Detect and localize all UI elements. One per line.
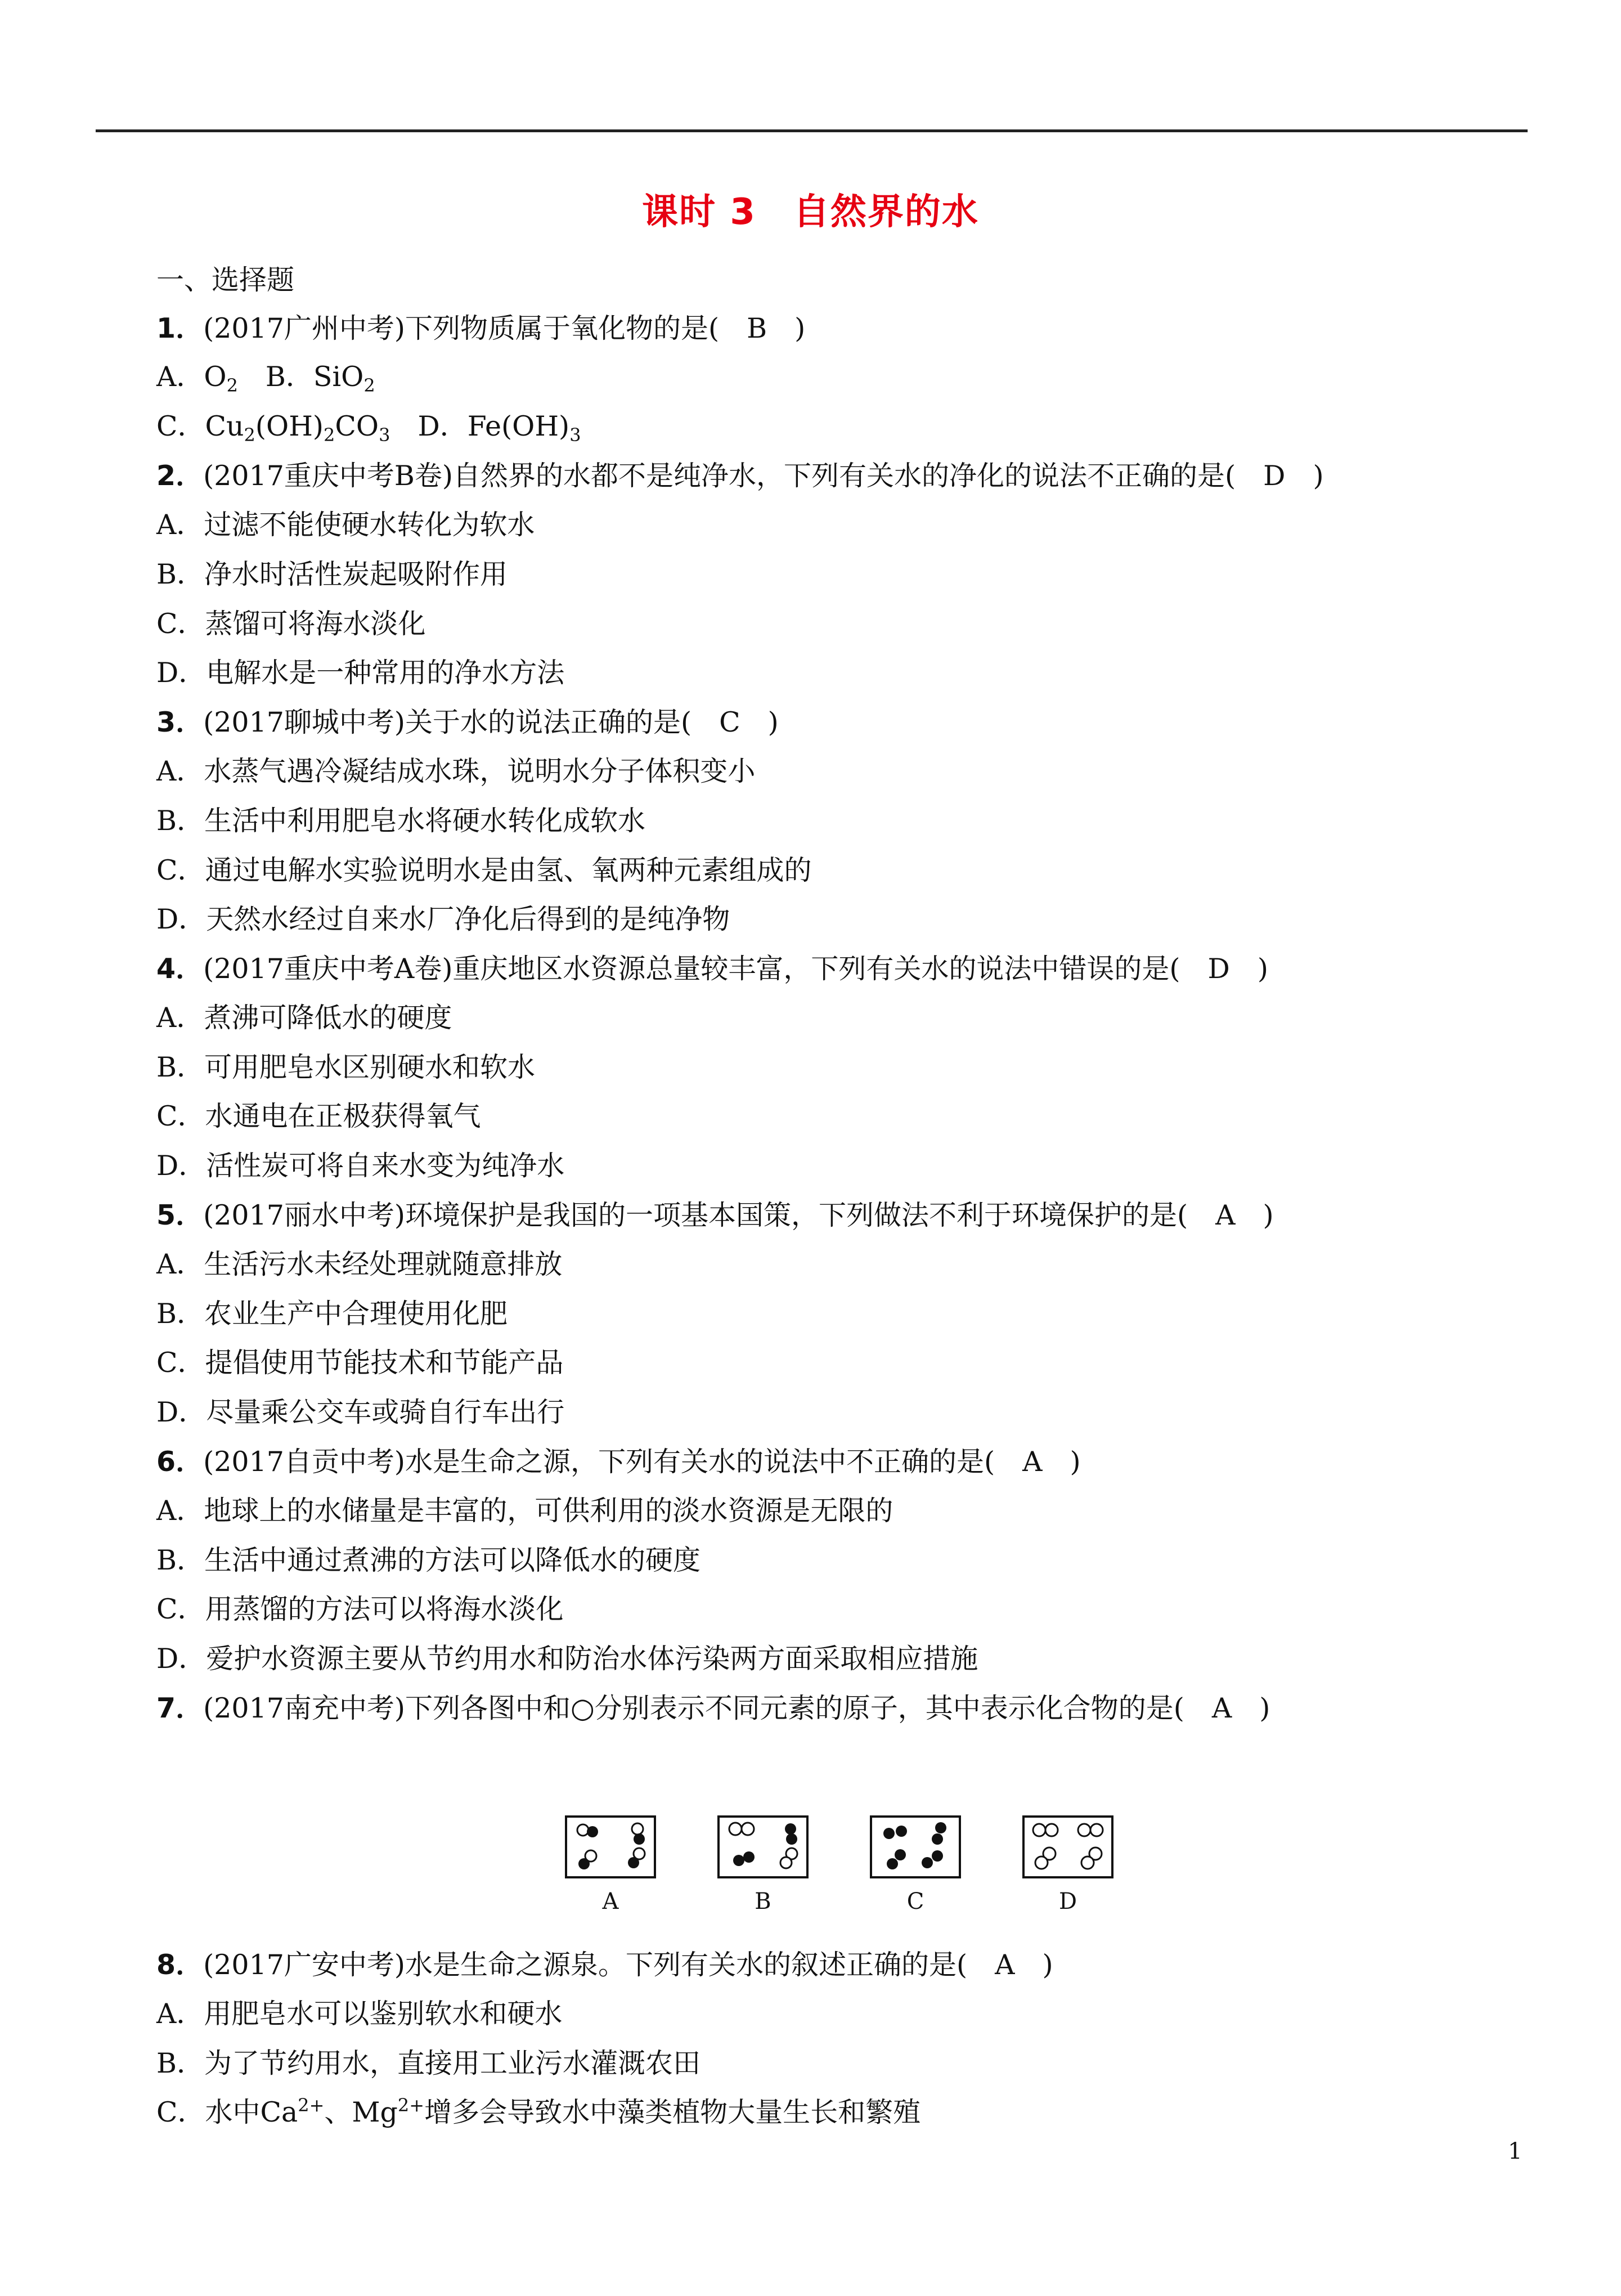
question-4 xyxy=(156,952,1268,986)
option: A．用肥皂水可以鉴别软水和硬水 xyxy=(156,1998,563,2030)
question-number: 6． xyxy=(156,1446,204,1478)
formula-part: (OH) xyxy=(255,410,324,442)
atoms-graphic xyxy=(1025,1818,1111,1876)
subscript: 2 xyxy=(244,424,255,446)
q8-option-c xyxy=(156,2096,920,2129)
diagram-box xyxy=(870,1815,961,1878)
question-7 xyxy=(156,1692,1270,1725)
question-3 xyxy=(156,706,779,739)
question-stem: (2017聊城中考)关于水的说法正确的是( C ) xyxy=(203,706,779,738)
option: B．为了节约用水，直接用工业污水灌溉农田 xyxy=(156,2047,701,2079)
question-stem: (2017自贡中考)水是生命之源，下列有关水的说法中不正确的是( A ) xyxy=(203,1446,1081,1478)
question-number: 1． xyxy=(156,312,204,344)
question-stem: (2017南充中考)下列各图中和○分别表示不同元素的原子，其中表示化合物的是( A ) xyxy=(203,1692,1270,1724)
question-stem: (2017重庆中考B卷)自然界的水都不是纯净水，下列有关水的净化的说法不正确的是( D ) xyxy=(203,460,1324,492)
question-number: 8． xyxy=(156,1949,204,1981)
question-6 xyxy=(156,1445,1081,1479)
atoms-graphic xyxy=(720,1818,806,1876)
question-stem: (2017丽水中考)环境保护是我国的一项基本国策，下列做法不利于环境保护的是( A ) xyxy=(203,1199,1274,1231)
question-number: 2． xyxy=(156,460,204,492)
option: B．净水时活性炭起吸附作用 xyxy=(156,558,508,590)
diagram-label: D xyxy=(1058,1889,1077,1914)
option: D．活性炭可将自来水变为纯净水 xyxy=(156,1150,565,1182)
subscript: 3 xyxy=(569,424,581,446)
page-title: 课时 3 自然界的水 xyxy=(642,191,979,233)
option: B．可用肥皂水区别硬水和软水 xyxy=(156,1051,536,1083)
formula-part: CO xyxy=(335,410,379,442)
question-8 xyxy=(156,1948,1053,1982)
q1-options-ab xyxy=(156,360,375,394)
question-1 xyxy=(156,312,805,346)
subscript: 2 xyxy=(324,424,335,446)
option: A．水蒸气遇冷凝结成水珠，说明水分子体积变小 xyxy=(156,755,756,787)
page-number: 1 xyxy=(1508,2138,1523,2164)
option: C．水通电在正极获得氧气 xyxy=(156,1100,481,1132)
question-number: 7． xyxy=(156,1692,204,1724)
diagram-label: C xyxy=(906,1889,924,1914)
diagram-label: B xyxy=(755,1889,771,1914)
question-number: 3． xyxy=(156,706,204,738)
header-rule xyxy=(96,129,1528,132)
question-stem: (2017广州中考)下列物质属于氧化物的是( B ) xyxy=(203,312,806,344)
superscript: 2+ xyxy=(298,2095,325,2116)
question-number: 5． xyxy=(156,1199,204,1231)
option: C．提倡使用节能技术和节能产品 xyxy=(156,1347,564,1379)
option: D．爱护水资源主要从节约用水和防治水体污染两方面采取相应措施 xyxy=(156,1643,978,1675)
question-5 xyxy=(156,1199,1274,1232)
option: D．天然水经过自来水厂净化后得到的是纯净物 xyxy=(156,903,730,935)
section-heading: 一、选择题 xyxy=(156,264,295,296)
option: C．通过电解水实验说明水是由氢、氧两种元素组成的 xyxy=(156,854,812,886)
question-stem: (2017重庆中考A卷)重庆地区水资源总量较丰富，下列有关水的说法中错误的是( D ) xyxy=(203,953,1268,985)
diagram-box xyxy=(717,1815,809,1878)
diagram-box xyxy=(565,1815,656,1878)
q1-option-d: D．Fe(OH) xyxy=(390,410,570,442)
atoms-graphic xyxy=(872,1818,959,1876)
question-number: 4． xyxy=(156,953,204,985)
q1-options-cd xyxy=(156,410,581,446)
option-text: 、Mg xyxy=(324,2096,398,2128)
option: C．蒸馏可将海水淡化 xyxy=(156,608,426,640)
option: A．过滤不能使硬水转化为软水 xyxy=(156,509,535,541)
question-stem: (2017广安中考)水是生命之源泉。下列有关水的叙述正确的是( A ) xyxy=(203,1949,1053,1981)
option: B．生活中通过煮沸的方法可以降低水的硬度 xyxy=(156,1544,701,1576)
option: D．尽量乘公交车或骑自行车出行 xyxy=(156,1396,565,1428)
option-text: 增多会导致水中藻类植物大量生长和繁殖 xyxy=(424,2096,921,2128)
option: C．用蒸馏的方法可以将海水淡化 xyxy=(156,1593,564,1625)
q1-option-b: B．SiO xyxy=(237,361,364,393)
subscript: 2 xyxy=(226,375,238,396)
q1-option-a: A．O xyxy=(156,361,227,393)
diagram-label: A xyxy=(602,1889,619,1914)
option: B．农业生产中合理使用化肥 xyxy=(156,1298,508,1330)
question-2 xyxy=(156,459,1324,493)
option: B．生活中利用肥皂水将硬水转化成软水 xyxy=(156,805,646,837)
option: A．地球上的水储量是丰富的，可供利用的淡水资源是无限的 xyxy=(156,1495,893,1527)
diagram-box xyxy=(1022,1815,1113,1878)
option: A．生活污水未经处理就随意排放 xyxy=(156,1248,563,1280)
option-text: C．水中Ca xyxy=(156,2096,298,2128)
atoms-graphic xyxy=(567,1818,654,1876)
option: A．煮沸可降低水的硬度 xyxy=(156,1002,452,1034)
superscript: 2+ xyxy=(397,2095,425,2116)
subscript: 2 xyxy=(363,375,375,396)
q1-option-c: C．Cu xyxy=(156,410,244,442)
subscript: 3 xyxy=(379,424,390,446)
option: D．电解水是一种常用的净水方法 xyxy=(156,657,565,689)
